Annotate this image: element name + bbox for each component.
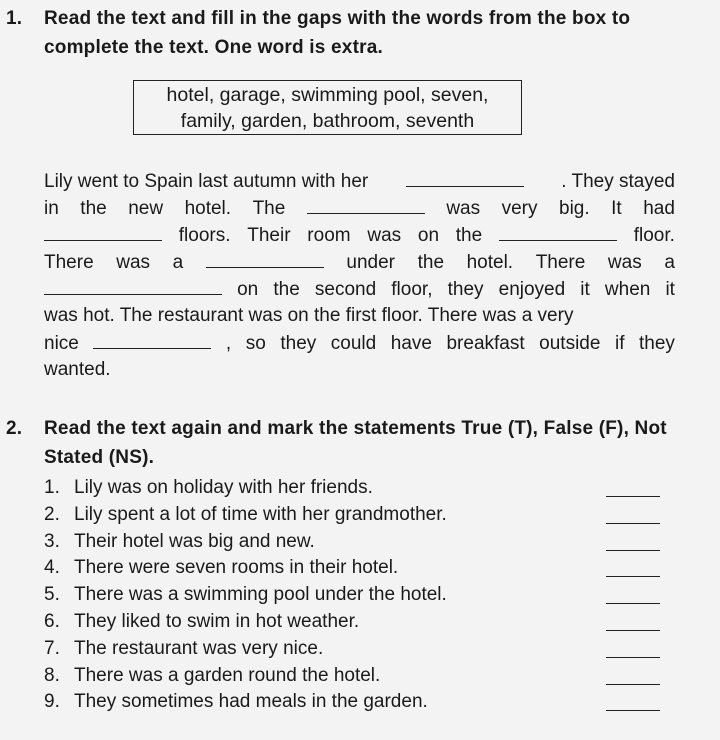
passage-word: was: [446, 198, 481, 219]
passage-word: There: [535, 252, 586, 273]
passage-line-3: [44, 221, 675, 248]
word-box: [133, 80, 522, 135]
passage-word: if: [614, 333, 625, 354]
passage-word: ,: [225, 333, 232, 354]
statement-number: 9.: [44, 691, 60, 713]
passage-word: big.: [559, 198, 590, 219]
passage-word: nice: [44, 333, 79, 354]
passage-line-1: [44, 167, 675, 194]
passage-line-5: [44, 275, 675, 302]
passage-line-2: [44, 194, 675, 221]
passage-word: was: [367, 225, 402, 246]
task-2-number: 2.: [6, 418, 23, 439]
answer-blank[interactable]: [606, 630, 660, 631]
statement-item: [44, 663, 661, 690]
passage-word: it: [580, 279, 590, 300]
statement-number: 7.: [44, 637, 60, 659]
statement-item: [44, 502, 661, 529]
gap-4[interactable]: [499, 221, 617, 241]
answer-blank[interactable]: [606, 496, 660, 497]
gap-6[interactable]: [44, 275, 222, 295]
passage-word: the: [80, 198, 107, 219]
passage-word: a: [172, 252, 184, 273]
gap-3[interactable]: [44, 221, 162, 241]
passage-word: breakfast: [446, 333, 525, 354]
passage-text: . They stayed: [561, 171, 675, 192]
gap-1[interactable]: [406, 167, 524, 187]
passage-word: could: [330, 333, 377, 354]
passage-word: was: [607, 252, 642, 273]
passage-word: when: [604, 279, 651, 300]
statement-text: There were seven rooms in their hotel.: [74, 557, 399, 579]
statement-item: [44, 609, 661, 636]
passage-word: There: [44, 252, 94, 273]
statement-text: The restaurant was very nice.: [74, 637, 324, 659]
passage-word: was: [116, 252, 151, 273]
statement-number: 4.: [44, 557, 60, 579]
passage-word: The: [252, 198, 286, 219]
task-1-heading: [6, 4, 696, 62]
passage-word: they: [280, 333, 317, 354]
gap-7[interactable]: [93, 329, 211, 349]
passage-word: Their: [247, 225, 291, 246]
passage-word: second: [314, 279, 377, 300]
passage-word: outside: [539, 333, 601, 354]
statement-item: [44, 636, 661, 663]
passage-word: floors.: [178, 225, 231, 246]
passage-word: hotel.: [466, 252, 514, 273]
passage-word: had: [643, 198, 675, 219]
statement-text: They sometimes had meals in the garden.: [74, 691, 428, 713]
statement-number: 6.: [44, 610, 60, 632]
answer-blank[interactable]: [606, 657, 660, 658]
passage-word: hotel.: [184, 198, 232, 219]
answer-blank[interactable]: [606, 710, 660, 711]
answer-blank[interactable]: [606, 550, 660, 551]
passage-word: in: [44, 198, 59, 219]
passage-word: they: [447, 279, 484, 300]
passage-word: new: [128, 198, 164, 219]
statement-text: Lily spent a lot of time with her grandmother.: [74, 503, 447, 525]
passage-word: they: [639, 333, 675, 354]
statement-item: [44, 555, 661, 582]
statement-item: [44, 689, 661, 716]
passage-word: a: [664, 252, 675, 273]
statement-text: Lily was on holiday with her friends.: [74, 477, 373, 498]
gap-5[interactable]: [206, 248, 324, 268]
passage-word: room: [307, 225, 351, 246]
answer-blank[interactable]: [606, 684, 660, 685]
passage-word: the: [455, 225, 483, 246]
passage-word: enjoyed: [498, 279, 566, 300]
passage-word: on: [417, 225, 440, 246]
passage-word: the: [417, 252, 445, 273]
passage-word: floor,: [391, 279, 433, 300]
statement-list: [44, 475, 661, 716]
passage-word: on: [237, 279, 259, 300]
statement-number: 1.: [44, 477, 60, 498]
gap-fill-passage: [44, 167, 675, 383]
statement-number: 5.: [44, 584, 60, 606]
task-2-instruction: Read the text again and mark the statements True (T), False (F), Not Stated (NS).: [44, 418, 667, 468]
passage-word: under: [346, 252, 395, 273]
statement-item: [44, 582, 661, 609]
statement-number: 8.: [44, 664, 60, 686]
answer-blank[interactable]: [606, 523, 660, 524]
statement-item: [44, 529, 661, 556]
statement-text: There was a garden round the hotel.: [74, 664, 381, 686]
passage-line-8: [44, 356, 675, 383]
gap-2[interactable]: [307, 194, 425, 214]
statement-number: 2.: [44, 503, 60, 525]
passage-word: it: [665, 279, 675, 300]
task-1-number: 1.: [6, 8, 23, 29]
statement-item: [44, 475, 661, 502]
passage-line-4: [44, 248, 675, 275]
passage-line-7: [44, 329, 675, 356]
answer-blank[interactable]: [606, 576, 660, 577]
statement-text: There was a swimming pool under the hotel.: [74, 584, 447, 606]
word-box-line-2: family, garden, bathroom, seventh: [180, 110, 475, 132]
task-2-heading: [6, 414, 696, 472]
passage-word: floor.: [633, 225, 675, 246]
passage-word: so: [245, 333, 266, 354]
passage-word: the: [273, 279, 300, 300]
passage-text: Lily went to Spain last autumn with her: [44, 171, 369, 192]
passage-line-6: [44, 302, 675, 329]
passage-word: very: [501, 198, 538, 219]
answer-blank[interactable]: [606, 603, 660, 604]
statement-text: They liked to swim in hot weather.: [74, 610, 360, 632]
passage-word: It: [611, 198, 622, 219]
passage-word: have: [390, 333, 432, 354]
statement-number: 3.: [44, 530, 60, 552]
statement-text: Their hotel was big and new.: [74, 530, 315, 552]
word-box-line-1: hotel, garage, swimming pool, seven,: [166, 84, 489, 106]
passage-text: was hot. The restaurant was on the first floor. There was a very: [44, 305, 574, 326]
passage-text: wanted.: [44, 359, 111, 380]
task-1-instruction: Read the text and fill in the gaps with the words from the box to complete the text. One word is extra.: [44, 8, 631, 58]
